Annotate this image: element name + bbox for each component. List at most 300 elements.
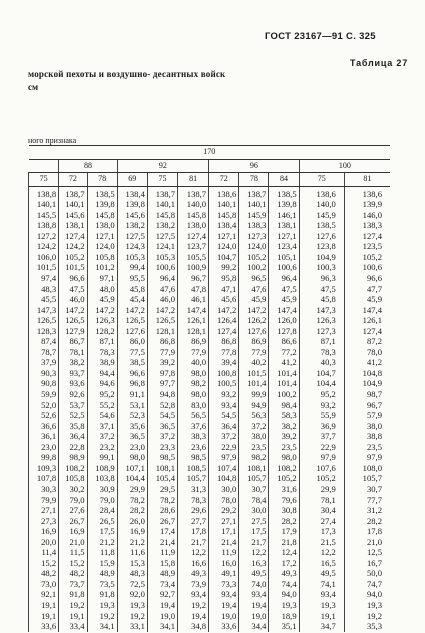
table-cell: 107,8: [29, 473, 59, 484]
table-cell: 19,1: [59, 611, 87, 622]
table-cell: 123,4: [269, 241, 299, 252]
table-row: [29, 273, 391, 284]
table-cell: 147,3: [299, 305, 344, 316]
table-cell: 138,8: [29, 186, 59, 199]
table-cell: 93,7: [59, 368, 87, 379]
table-cell: 29,5: [147, 484, 177, 495]
table-cell: 104,9: [299, 252, 344, 263]
table-cell: 147,4: [344, 305, 390, 316]
table-cell: 87,4: [29, 336, 59, 347]
table-cell: 16,9: [29, 526, 59, 537]
sub-header-row: [29, 173, 391, 187]
table-cell: 73,9: [178, 579, 209, 590]
table-top-header: 170: [29, 146, 391, 160]
table-cell: 96,3: [299, 273, 344, 284]
table-cell: 104,4: [117, 473, 147, 484]
table-cell: 101,4: [239, 378, 269, 389]
table-cell: 97,9: [344, 452, 390, 463]
table-cell: 138,0: [87, 220, 117, 231]
table-cell: 56,5: [178, 410, 209, 421]
table-row: [29, 495, 391, 506]
table-cell: 138,6: [344, 186, 390, 199]
table-cell: 36,4: [59, 431, 87, 442]
table-cell: 17,8: [178, 526, 209, 537]
table-cell: 95,8: [209, 273, 239, 284]
table-cell: 12,2: [299, 547, 344, 558]
table-cell: 17,2: [269, 558, 299, 569]
table-row: [29, 589, 391, 600]
table-cell: 146,1: [269, 210, 299, 221]
table-cell: 37,7: [299, 431, 344, 442]
table-cell: 19,3: [269, 600, 299, 611]
table-cell: 100,2: [269, 389, 299, 400]
table-cell: 126,5: [117, 315, 147, 326]
table-cell: 47,5: [269, 284, 299, 295]
table-cell: 21,5: [299, 537, 344, 548]
table-cell: 15,2: [29, 558, 59, 569]
table-row: [29, 505, 391, 516]
table-cell: 127,4: [344, 231, 390, 242]
table-cell: 101,5: [59, 262, 87, 273]
table-cell: 98,4: [269, 400, 299, 411]
table-cell: 74,1: [299, 579, 344, 590]
table-row: [29, 220, 391, 231]
table-cell: 21,7: [239, 537, 269, 548]
table-row: [29, 547, 391, 558]
table-cell: 90,8: [29, 378, 59, 389]
table-cell: 21,8: [269, 537, 299, 548]
table-cell: 26,7: [59, 516, 87, 527]
table-cell: 138,2: [147, 220, 177, 231]
table-cell: 49,1: [209, 568, 239, 579]
table-cell: 17,8: [344, 526, 390, 537]
table-cell: 100,3: [299, 262, 344, 273]
table-cell: 19,4: [147, 600, 177, 611]
table-cell: 16,9: [59, 526, 87, 537]
table-cell: 27,1: [29, 505, 59, 516]
table-cell: 97,4: [29, 273, 59, 284]
page-header: ГОСТ 23167—91 С. 325: [265, 31, 376, 42]
table-cell: 16,3: [239, 558, 269, 569]
table-cell: 104,9: [344, 378, 390, 389]
table-cell: 128,2: [87, 326, 117, 337]
table-cell: 21,2: [117, 537, 147, 548]
table-row: [29, 484, 391, 495]
table-cell: 29,6: [178, 505, 209, 516]
table-cell: 15,8: [147, 558, 177, 569]
table-cell: 45,8: [117, 284, 147, 295]
table-row: [29, 600, 391, 611]
table-cell: 99,4: [117, 262, 147, 273]
row-label-line1: морской пехоты и воздушно- десантных войск: [28, 69, 226, 79]
table-cell: 96,4: [269, 273, 299, 284]
table-cell: 19,4: [209, 600, 239, 611]
table-cell: 105,3: [117, 252, 147, 263]
table-cell: 126,1: [344, 315, 390, 326]
table-cell: 96,5: [239, 273, 269, 284]
table-cell: 108,1: [147, 463, 177, 474]
table-cell: 104,7: [209, 252, 239, 263]
table-cell: 138,5: [269, 186, 299, 199]
table-cell: 91,8: [87, 589, 117, 600]
table-cell: 34,1: [147, 621, 177, 632]
table-row: [29, 537, 391, 548]
table-cell: 54,6: [87, 410, 117, 421]
table-row: [29, 241, 391, 252]
table-cell: 19,3: [117, 600, 147, 611]
table-cell: 100,6: [344, 262, 390, 273]
sub-header: 78: [239, 173, 269, 187]
table-cell: 40,0: [178, 357, 209, 368]
table-cell: 96,7: [178, 273, 209, 284]
table-row: [29, 442, 391, 453]
table-row: [29, 431, 391, 442]
table-cell: 21,4: [209, 537, 239, 548]
table-cell: 36,6: [29, 421, 59, 432]
table-cell: 52,8: [147, 400, 177, 411]
table-body: [29, 186, 391, 631]
table-cell: 73,3: [209, 579, 239, 590]
table-cell: 30,0: [209, 484, 239, 495]
table-cell: 72,5: [117, 579, 147, 590]
table-cell: 26,7: [147, 516, 177, 527]
table-cell: 27,7: [178, 516, 209, 527]
table-cell: 105,2: [299, 473, 344, 484]
table-cell: 46,0: [147, 294, 177, 305]
table-cell: 49,3: [178, 568, 209, 579]
table-cell: 145,5: [29, 210, 59, 221]
table-cell: 36,9: [299, 421, 344, 432]
table-cell: 86,7: [59, 336, 87, 347]
table-cell: 127,3: [299, 326, 344, 337]
table-cell: 47,7: [344, 284, 390, 295]
table-cell: 28,2: [344, 516, 390, 527]
table-cell: 38,0: [239, 431, 269, 442]
table-cell: 29,9: [299, 484, 344, 495]
table-cell: 45,4: [117, 294, 147, 305]
table-cell: 127,9: [59, 326, 87, 337]
table-cell: 11,6: [117, 547, 147, 558]
table-cell: 19,0: [147, 611, 177, 622]
table-cell: 93,4: [209, 400, 239, 411]
table-cell: 95,2: [87, 389, 117, 400]
table-cell: 107,6: [299, 463, 344, 474]
table-cell: 123,7: [178, 241, 209, 252]
table-cell: 45,6: [209, 294, 239, 305]
table-cell: 30,8: [269, 505, 299, 516]
table-cell: 17,3: [299, 526, 344, 537]
table-cell: 147,2: [87, 305, 117, 316]
table-cell: 48,2: [29, 568, 59, 579]
table-cell: 138,2: [117, 220, 147, 231]
table-cell: 101,2: [87, 262, 117, 273]
table-cell: 138,1: [269, 220, 299, 231]
table-cell: 48,9: [87, 568, 117, 579]
table-cell: 19,3: [344, 600, 390, 611]
table-cell: 19,2: [87, 611, 117, 622]
table-cell: 126,3: [87, 315, 117, 326]
table-cell: 104,4: [299, 378, 344, 389]
table-cell: 45,9: [269, 294, 299, 305]
table-cell: 28,4: [87, 505, 117, 516]
table-cell: 127,4: [178, 231, 209, 242]
table-cell: 140,1: [29, 199, 59, 210]
table-cell: 45,9: [87, 294, 117, 305]
table-cell: 107,1: [117, 463, 147, 474]
table-cell: 23,5: [269, 442, 299, 453]
table-cell: 105,1: [269, 252, 299, 263]
table-cell: 105,4: [147, 473, 177, 484]
table-cell: 90,3: [29, 368, 59, 379]
table-cell: 140,1: [147, 199, 177, 210]
table-cell: 98,7: [344, 389, 390, 400]
group-header: 96: [209, 159, 300, 173]
table-cell: 23,5: [344, 442, 390, 453]
table-cell: 78,3: [87, 347, 117, 358]
table-cell: 30,2: [59, 484, 87, 495]
table-cell: 39,2: [147, 357, 177, 368]
table-cell: 53,7: [59, 400, 87, 411]
table-cell: 93,4: [209, 589, 239, 600]
table-cell: 19,3: [87, 600, 117, 611]
table-cell: 87,1: [299, 336, 344, 347]
measurement-table: [28, 145, 390, 632]
table-cell: 47,6: [147, 284, 177, 295]
table-cell: 34,1: [87, 621, 117, 632]
table-row: [29, 400, 391, 411]
table-cell: 74,7: [344, 579, 390, 590]
table-cell: 77,9: [178, 347, 209, 358]
table-cell: 127,3: [239, 231, 269, 242]
table-cell: 86,9: [239, 336, 269, 347]
table-cell: 49,3: [269, 568, 299, 579]
sub-header: 75: [299, 173, 344, 187]
table-cell: 15,9: [87, 558, 117, 569]
table-cell: 95,5: [117, 273, 147, 284]
table-cell: 93,6: [59, 378, 87, 389]
table-cell: 138,7: [59, 186, 87, 199]
table-cell: 23,5: [239, 442, 269, 453]
table-cell: 54,5: [209, 410, 239, 421]
table-cell: 31,3: [178, 484, 209, 495]
table-cell: 87,2: [344, 336, 390, 347]
table-cell: 33,1: [117, 621, 147, 632]
table-cell: 105,8: [59, 473, 87, 484]
table-cell: 11,5: [59, 547, 87, 558]
table-cell: 21,2: [87, 537, 117, 548]
table-cell: 30,7: [239, 484, 269, 495]
table-cell: 45,5: [29, 294, 59, 305]
table-cell: 140,1: [59, 199, 87, 210]
table-cell: 48,2: [59, 568, 87, 579]
table-cell: 93,2: [209, 389, 239, 400]
table-cell: 94,6: [87, 378, 117, 389]
table-cell: 17,1: [209, 526, 239, 537]
table-cell: 35,8: [59, 421, 87, 432]
table-cell: 96,6: [344, 273, 390, 284]
table-cell: 145,6: [117, 210, 147, 221]
table-cell: 46,1: [178, 294, 209, 305]
table-cell: 147,4: [269, 305, 299, 316]
table-cell: 16,0: [209, 558, 239, 569]
table-title: Таблица 27: [350, 58, 409, 68]
table-cell: 23,6: [178, 442, 209, 453]
table-row: [29, 463, 391, 474]
table-cell: 105,7: [178, 473, 209, 484]
table-cell: 127,4: [59, 231, 87, 242]
table-row: [29, 378, 391, 389]
table-cell: 126,4: [209, 315, 239, 326]
table-cell: 123,5: [344, 241, 390, 252]
row-label-line2: см: [28, 82, 39, 92]
table-cell: 108,1: [239, 463, 269, 474]
table-cell: 17,5: [239, 526, 269, 537]
table-cell: 53,1: [117, 400, 147, 411]
table-cell: 147,2: [147, 305, 177, 316]
table-cell: 138,7: [178, 186, 209, 199]
table-cell: 101,4: [269, 368, 299, 379]
table-cell: 78,0: [344, 347, 390, 358]
table-cell: 106,0: [29, 252, 59, 263]
table-cell: 21,0: [59, 537, 87, 548]
table-cell: 19,0: [239, 611, 269, 622]
table-cell: 147,2: [239, 305, 269, 316]
table-cell: 107,4: [209, 463, 239, 474]
sub-header: 69: [117, 173, 147, 187]
table-cell: 126,5: [147, 315, 177, 326]
table-cell: 78,0: [209, 495, 239, 506]
table-cell: 37,2: [209, 431, 239, 442]
sub-header: 75: [29, 173, 59, 187]
table-cell: 98,0: [117, 452, 147, 463]
table-cell: 138,7: [147, 186, 177, 199]
table-cell: 96,6: [117, 368, 147, 379]
table-cell: 27,5: [239, 516, 269, 527]
table-cell: 22,9: [209, 442, 239, 453]
table-cell: 93,2: [299, 400, 344, 411]
table-cell: 138,8: [29, 220, 59, 231]
table-cell: 39,2: [269, 431, 299, 442]
table-cell: 16,7: [344, 558, 390, 569]
table-cell: 96,6: [59, 273, 87, 284]
table-cell: 124,2: [59, 241, 87, 252]
table-cell: 98,0: [178, 368, 209, 379]
table-cell: 52,5: [59, 410, 87, 421]
table-cell: 45,9: [344, 294, 390, 305]
table-row: [29, 621, 391, 632]
table-cell: 27,1: [209, 516, 239, 527]
table-cell: 78,3: [299, 347, 344, 358]
table-cell: 126,2: [239, 315, 269, 326]
table-cell: 105,2: [59, 252, 87, 263]
table-cell: 55,9: [299, 410, 344, 421]
table-cell: 22,8: [59, 442, 87, 453]
table-cell: 45,8: [299, 294, 344, 305]
table-cell: 41,2: [344, 357, 390, 368]
table-cell: 26,5: [87, 516, 117, 527]
table-cell: 38,3: [178, 431, 209, 442]
table-cell: 93,4: [299, 589, 344, 600]
table-cell: 12,5: [344, 547, 390, 558]
table-cell: 29,2: [209, 505, 239, 516]
table-cell: 108,2: [59, 463, 87, 474]
table-cell: 104,7: [299, 368, 344, 379]
table-cell: 147,2: [59, 305, 87, 316]
table-cell: 83,0: [178, 400, 209, 411]
table-cell: 92,1: [29, 589, 59, 600]
table-cell: 12,2: [178, 547, 209, 558]
table-cell: 127,4: [344, 326, 390, 337]
table-cell: 33,6: [29, 621, 59, 632]
table-cell: 78,2: [147, 495, 177, 506]
table-cell: 145,9: [299, 210, 344, 221]
table-cell: 127,1: [87, 231, 117, 242]
table-cell: 124,1: [147, 241, 177, 252]
table-cell: 95,2: [299, 389, 344, 400]
table-row: [29, 357, 391, 368]
table-cell: 127,6: [239, 326, 269, 337]
table-cell: 98,5: [178, 452, 209, 463]
table-cell: 33,6: [209, 621, 239, 632]
table-cell: 47,5: [59, 284, 87, 295]
table-cell: 101,4: [269, 378, 299, 389]
table-cell: 47,8: [178, 284, 209, 295]
table-cell: 34,8: [178, 621, 209, 632]
table-cell: 78,3: [178, 495, 209, 506]
table-cell: 19,2: [117, 611, 147, 622]
table-cell: 11,8: [87, 547, 117, 558]
table-cell: 145,8: [178, 210, 209, 221]
table-cell: 145,6: [59, 210, 87, 221]
table-cell: 37,1: [87, 421, 117, 432]
table-cell: 19,3: [299, 600, 344, 611]
table-cell: 19,0: [209, 611, 239, 622]
table-cell: 99,1: [87, 452, 117, 463]
table-cell: 145,8: [209, 210, 239, 221]
table-cell: 73,7: [59, 579, 87, 590]
table-cell: 77,8: [209, 347, 239, 358]
table-cell: 100,6: [269, 262, 299, 273]
table-cell: 49,5: [299, 568, 344, 579]
table-cell: 146,0: [344, 210, 390, 221]
group-header: 88: [59, 159, 118, 173]
table-cell: 36,1: [29, 431, 59, 442]
table-cell: 73,5: [87, 579, 117, 590]
table-cell: 98,2: [178, 378, 209, 389]
table-cell: 18,9: [269, 611, 299, 622]
table-cell: 47,6: [239, 284, 269, 295]
table-cell: 29,9: [117, 484, 147, 495]
table-row: [29, 473, 391, 484]
table-row: [29, 389, 391, 400]
table-cell: 11,9: [147, 547, 177, 558]
table-cell: 23,3: [147, 442, 177, 453]
table-cell: 147,2: [117, 305, 147, 316]
table-cell: 17,4: [147, 526, 177, 537]
table-cell: 35,6: [117, 421, 147, 432]
table-cell: 92,7: [147, 589, 177, 600]
table-cell: 86,8: [209, 336, 239, 347]
table-cell: 30,9: [87, 484, 117, 495]
sub-header: 72: [59, 173, 87, 187]
group-header: 100: [299, 159, 390, 173]
table-cell: 37,9: [29, 357, 59, 368]
table-cell: 52,3: [117, 410, 147, 421]
table-cell: 98,5: [147, 452, 177, 463]
table-cell: 94,4: [87, 368, 117, 379]
table-cell: 123,8: [299, 241, 344, 252]
table-cell: 108,2: [269, 463, 299, 474]
